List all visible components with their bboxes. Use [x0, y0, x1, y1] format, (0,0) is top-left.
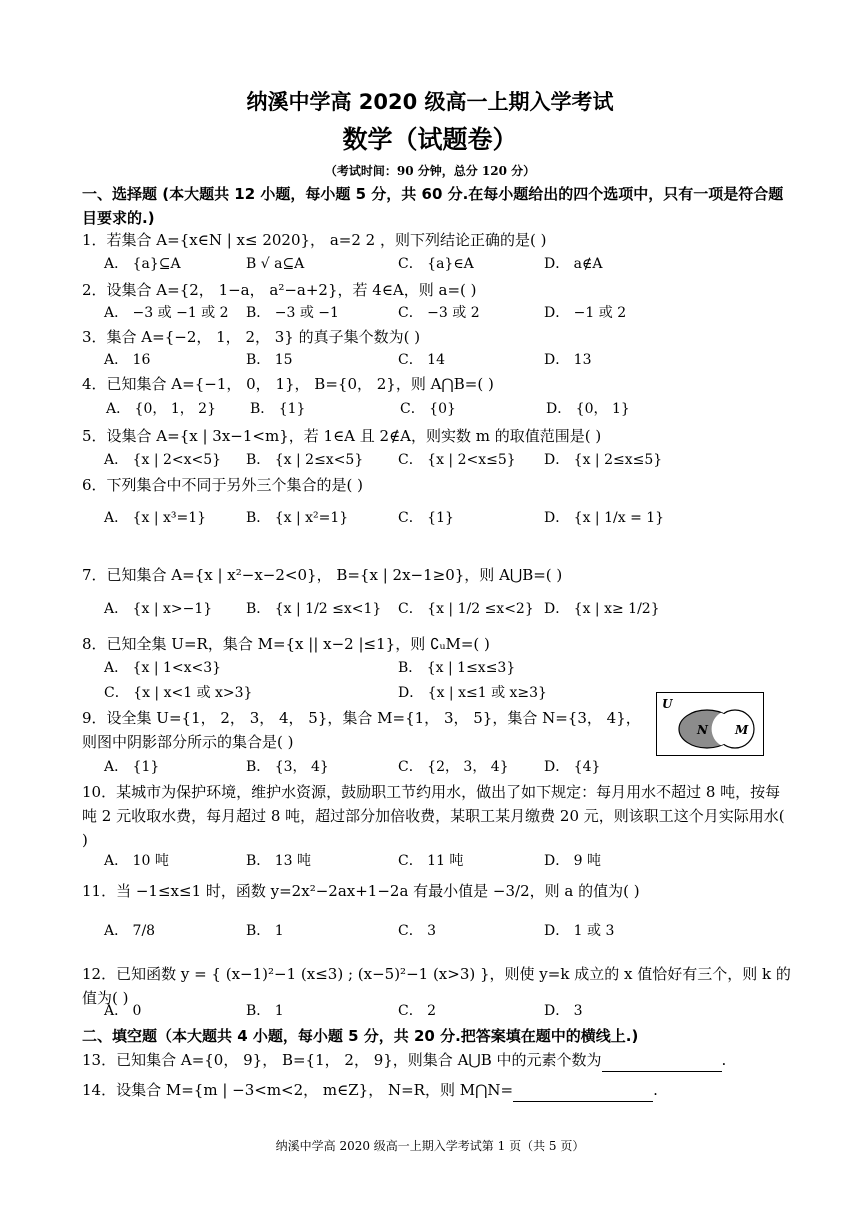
- q3-option-b: B． 15: [246, 352, 293, 368]
- q8-option-a: A． {x | 1<x<3}: [104, 660, 222, 676]
- q8-option-b: B． {x | 1≤x≤3}: [398, 660, 516, 676]
- q2-option-b: B． −3 或 −1: [246, 305, 339, 321]
- q6-option-a: A． {x | x³=1}: [104, 510, 207, 526]
- q7-option-d: D． {x | x≥ 1/2}: [544, 601, 660, 617]
- question-14-end: .: [653, 1081, 658, 1099]
- question-8: 8．已知全集 U=R，集合 M={x || x−2 |≤1}，则 ∁ᵤM=( ): [82, 635, 490, 653]
- q11-option-b: B． 1: [246, 923, 284, 939]
- q4-option-d: D． {0， 1}: [546, 401, 630, 417]
- q9-option-d: D． {4}: [544, 759, 601, 775]
- answer-blank-14[interactable]: [513, 1083, 653, 1102]
- q12-option-b: B． 1: [246, 1003, 284, 1019]
- q5-option-b: B． {x | 2≤x<5}: [246, 452, 364, 468]
- exam-info: （考试时间：90 分钟，总分 120 分）: [324, 164, 536, 178]
- q6-option-d: D． {x | 1/x = 1}: [544, 510, 665, 526]
- q7-option-c: C． {x | 1/2 ≤x<2}: [398, 601, 534, 617]
- q5-option-c: C． {x | 2<x≤5}: [398, 452, 516, 468]
- q2-option-d: D． −1 或 2: [544, 305, 627, 321]
- question-13: [82, 1048, 792, 1072]
- question-3: 3．集合 A={−2， 1， 2， 3} 的真子集个数为( ): [82, 328, 421, 346]
- venn-label-n: N: [697, 723, 708, 737]
- answer-blank-13[interactable]: [602, 1053, 722, 1072]
- question-13-text: 13．已知集合 A={0， 9}， B={1， 2， 9}，则集合 A⋃B 中的元素个数为: [82, 1051, 602, 1069]
- q9-option-b: B． {3， 4}: [246, 759, 329, 775]
- q1-option-d: D． a∉A: [544, 256, 603, 272]
- q1-option-b: B √ a⊆A: [246, 256, 305, 272]
- q10-option-a: A． 10 吨: [104, 853, 169, 869]
- exam-title: 纳溪中学高 2020 级高一上期入学考试: [246, 90, 614, 114]
- q9-option-c: C． {2， 3， 4}: [398, 759, 509, 775]
- q12-option-d: D． 3: [544, 1003, 583, 1019]
- q11-option-a: A． 7/8: [104, 923, 156, 939]
- section-2-heading: 二、填空题（本大题共 4 小题，每小题 5 分，共 20 分.把答案填在题中的横线上.): [82, 1027, 639, 1045]
- q2-option-a: A． −3 或 −1 或 2: [104, 305, 229, 321]
- q4-option-b: B． {1}: [250, 401, 306, 417]
- q7-option-b: B． {x | 1/2 ≤x<1}: [246, 601, 382, 617]
- q6-option-b: B． {x | x²=1}: [246, 510, 349, 526]
- question-1: 1．若集合 A={x∈N | x≤ 2020}， a=2 2 ，则下列结论正确的是( ): [82, 231, 547, 249]
- q4-option-a: A． {0， 1， 2}: [106, 401, 216, 417]
- q10-option-b: B． 13 吨: [246, 853, 312, 869]
- q9-option-a: A． {1}: [104, 759, 160, 775]
- page-footer: 纳溪中学高 2020 级高一上期入学考试第 1 页（共 5 页）: [275, 1139, 585, 1153]
- q2-option-c: C． −3 或 2: [398, 305, 480, 321]
- venn-label-u: U: [662, 697, 673, 711]
- q5-option-a: A． {x | 2<x<5}: [104, 452, 222, 468]
- question-5: 5．设集合 A={x | 3x−1<m}，若 1∈A 且 2∉A，则实数 m 的取值范围是( ): [82, 427, 602, 445]
- venn-diagram: [656, 692, 764, 756]
- q8-option-d: D． {x | x≤1 或 x≥3}: [398, 685, 547, 701]
- q11-option-c: C． 3: [398, 923, 437, 939]
- question-11: 11．当 −1≤x≤1 时，函数 y=2x²−2ax+1−2a 有最小值是 −3/2，则 a 的值为( ): [82, 882, 640, 900]
- q3-option-a: A． 16: [104, 352, 151, 368]
- section-1-heading: 一、选择题 (本大题共 12 小题，每小题 5 分，共 60 分.在每小题给出的四个选项中，只有一项是符合题目要求的.): [82, 185, 784, 227]
- q3-option-d: D． 13: [544, 352, 592, 368]
- q1-option-a: A． {a}⊆A: [104, 256, 181, 272]
- question-6: 6．下列集合中不同于另外三个集合的是( ): [82, 476, 364, 494]
- question-4: 4．已知集合 A={−1， 0， 1}， B={0， 2}，则 A⋂B=( ): [82, 375, 494, 393]
- q12-option-a: A． 0: [104, 1003, 142, 1019]
- q7-option-a: A． {x | x>−1}: [104, 601, 213, 617]
- venn-svg: [657, 693, 763, 755]
- question-12: 12．已知函数 y = { (x−1)²−1 (x≤3) ; (x−5)²−1 (x>3) }，则使 y=k 成立的 x 值恰好有三个，则 k 的值为( ): [82, 965, 791, 1007]
- q4-option-c: C． {0}: [400, 401, 456, 417]
- question-7: 7．已知集合 A={x | x²−x−2<0}， B={x | 2x−1≥0}，则 A⋃B=( ): [82, 566, 563, 584]
- q10-option-d: D． 9 吨: [544, 853, 602, 869]
- q8-option-c: C． {x | x<1 或 x>3}: [104, 685, 253, 701]
- q6-option-c: C． {1}: [398, 510, 454, 526]
- question-14: [82, 1078, 792, 1102]
- exam-subtitle: 数学（试题卷）: [342, 125, 518, 154]
- question-13-end: .: [721, 1051, 727, 1069]
- venn-label-m: M: [735, 723, 749, 737]
- q1-option-c: C． {a}∈A: [398, 256, 474, 272]
- question-2: 2．设集合 A={2， 1−a， a²−a+2}，若 4∈A，则 a=( ): [82, 281, 477, 299]
- q11-option-d: D． 1 或 3: [544, 923, 615, 939]
- q12-option-c: C． 2: [398, 1003, 437, 1019]
- q10-option-c: C． 11 吨: [398, 853, 464, 869]
- question-9: 9．设全集 U={1， 2， 3， 4， 5}，集合 M={1， 3， 5}，集合 N={3， 4}，则图中阴影部分所示的集合是( ): [82, 709, 641, 751]
- question-14-text: 14．设集合 M={m | −3<m<2， m∈Z}， N=R，则 M⋂N=: [82, 1081, 514, 1099]
- question-10: 10．某城市为保护环境，维护水资源，鼓励职工节约用水，做出了如下规定：每月用水不超过 8 吨，按每吨 2 元收取水费，每月超过 8 吨，超过部分加倍收费，某职工某月缴费 20 元，则该职工这个月实际用水( ): [82, 783, 785, 849]
- q5-option-d: D． {x | 2≤x≤5}: [544, 452, 663, 468]
- q3-option-c: C． 14: [398, 352, 445, 368]
